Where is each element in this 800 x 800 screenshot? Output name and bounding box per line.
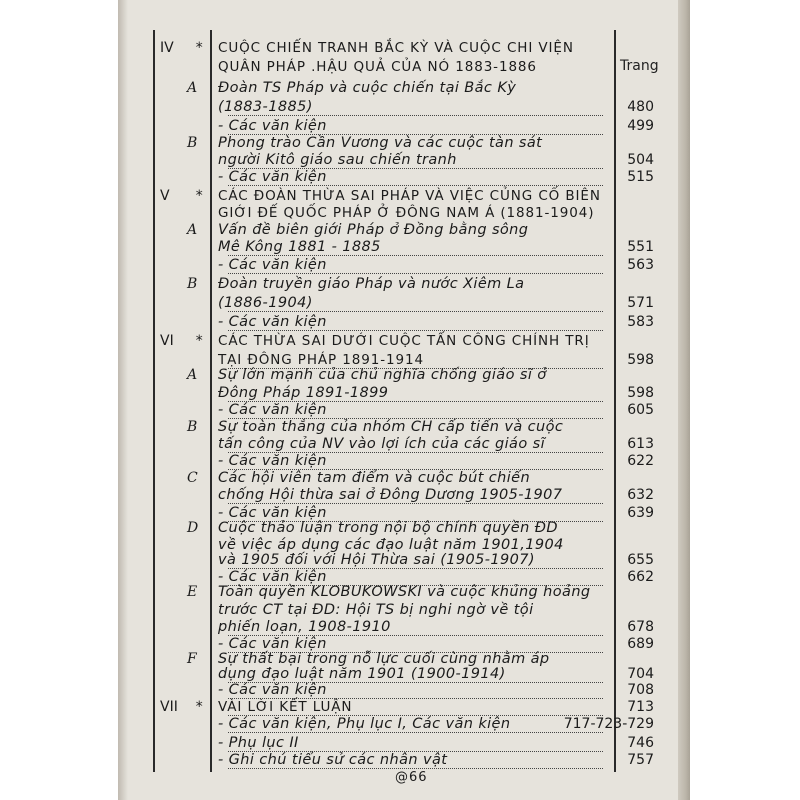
section-letter: D — [187, 520, 199, 536]
entry-title: (1886-1904) — [218, 295, 313, 311]
entry-title: GIỚI ĐẾ QUỐC PHÁP Ở ĐÔNG NAM Á (1881-1904) — [218, 205, 595, 221]
toc-row — [0, 314, 800, 334]
page-reference: 551 — [627, 239, 654, 255]
leader-dots — [228, 330, 603, 331]
section-letter: C — [187, 470, 198, 486]
page-reference: 504 — [627, 152, 654, 168]
leader-dots — [228, 311, 603, 312]
chapter-numeral: IV — [160, 40, 174, 56]
entry-title: Đoàn truyền giáo Pháp và nước Xiêm La — [218, 276, 525, 292]
entry-title: Cuộc thảo luận trong nội bộ chính quyền ĐD — [218, 520, 558, 536]
page-reference: 515 — [627, 169, 654, 185]
page-reference: 757 — [627, 752, 654, 768]
section-letter: F — [187, 651, 197, 667]
page-reference: 655 — [627, 552, 654, 568]
page-reference: 613 — [627, 436, 654, 452]
page-reference: 480 — [627, 99, 654, 115]
toc-row — [0, 169, 800, 189]
leader-dots — [228, 768, 603, 769]
entry-title: về việc áp dụng các đạo luật năm 1901,1904 — [218, 537, 564, 553]
entry-title: Đông Pháp 1891-1899 — [218, 385, 389, 401]
toc-row — [0, 487, 800, 507]
toc-row — [0, 333, 800, 353]
entry-title: - Các văn kiện — [218, 169, 327, 185]
entry-title: Sự thất bại trong nỗ lực cuối cùng nhằm áp — [218, 651, 550, 667]
entry-title: người Kitô giáo sau chiến tranh — [218, 152, 457, 168]
chapter-numeral: V — [160, 188, 170, 204]
entry-title: - Các văn kiện — [218, 636, 327, 652]
entry-title: - Các văn kiện — [218, 682, 327, 698]
toc-row — [0, 40, 800, 60]
entry-title: chống Hội thừa sai ở Đông Dương 1905-1907 — [218, 487, 563, 503]
toc-row — [0, 276, 800, 296]
page-reference: 632 — [627, 487, 654, 503]
leader-dots — [228, 503, 603, 504]
entry-title: TẠI ĐÔNG PHÁP 1891-1914 — [218, 352, 424, 368]
entry-title: - Các văn kiện — [218, 505, 327, 521]
toc-row — [0, 257, 800, 277]
page-reference: 704 — [627, 666, 654, 682]
entry-title: - Các văn kiện — [218, 257, 327, 273]
page-reference: 571 — [627, 295, 654, 311]
leader-dots — [228, 185, 603, 186]
toc-row — [0, 99, 800, 119]
chapter-marker: * — [195, 188, 204, 204]
entry-title: Toàn quyền KLOBUKOWSKI và cuộc khủng hoảng — [218, 584, 591, 600]
entry-title: CÁC ĐOÀN THỪA SAI PHÁP VÀ VIỆC CỦNG CỐ BIÊN — [218, 188, 601, 204]
chapter-numeral: VII — [160, 699, 178, 715]
leader-dots — [228, 115, 603, 116]
page-reference: 678 — [627, 619, 654, 635]
toc-row — [0, 716, 800, 736]
page-column-header: Trang — [620, 58, 659, 74]
section-letter: A — [187, 80, 198, 96]
entry-title: QUÂN PHÁP .HẬU QUẢ CỦA NÓ 1883-1886 — [218, 59, 537, 75]
leader-dots — [228, 273, 603, 274]
entry-title: Các hội viên tam điểm và cuộc bút chiến — [218, 470, 531, 486]
page-reference: 689 — [627, 636, 654, 652]
entry-title: Mê Kông 1881 - 1885 — [218, 239, 381, 255]
entry-title: (1883-1885) — [218, 99, 313, 115]
page-reference: 598 — [627, 352, 654, 368]
entry-title: - Các văn kiện — [218, 453, 327, 469]
entry-title: và 1905 đối với Hội Thừa sai (1905-1907) — [218, 552, 535, 568]
entry-title: - Các văn kiện, Phụ lục I, Các văn kiện — [218, 716, 511, 732]
entry-title: - Các văn kiện — [218, 314, 327, 330]
page-reference: 598 — [627, 385, 654, 401]
page-reference: 563 — [627, 257, 654, 273]
page-reference: 583 — [627, 314, 654, 330]
entry-title: Sự lớn mạnh của chủ nghĩa chống giáo sĩ ở — [218, 367, 547, 383]
section-letter: B — [187, 276, 198, 292]
entry-title: - Các văn kiện — [218, 402, 327, 418]
section-letter: A — [187, 222, 198, 238]
toc-row — [0, 584, 800, 604]
entry-title: - Ghi chú tiểu sử các nhân vật — [218, 752, 448, 768]
entry-title: tấn công của NV vào lợi ích của các giáo sĩ — [218, 436, 546, 452]
toc-row — [0, 80, 800, 100]
page-reference: 708 — [627, 682, 654, 698]
page-reference: 639 — [627, 505, 654, 521]
chapter-marker: * — [195, 40, 204, 56]
entry-title: Sự toàn thắng của nhóm CH cấp tiến và cuộc — [218, 419, 564, 435]
page-reference: 499 — [627, 118, 654, 134]
entry-title: CUỘC CHIẾN TRANH BẮC KỲ VÀ CUỘC CHI VIỆN — [218, 40, 574, 56]
entry-title: - Các văn kiện — [218, 569, 327, 585]
page-reference: 605 — [627, 402, 654, 418]
entry-title: Phong trào Cần Vương và các cuộc tàn sát — [218, 135, 543, 151]
page-reference: 713 — [627, 699, 654, 715]
entry-title: dụng đạo luật năm 1901 (1900-1914) — [218, 666, 506, 682]
section-letter: B — [187, 135, 198, 151]
entry-title: Vấn đề biên giới Pháp ở Đồng bằng sông — [218, 222, 529, 238]
section-letter: E — [187, 584, 198, 600]
toc-row — [0, 367, 800, 387]
entry-title: phiến loạn, 1908-1910 — [218, 619, 391, 635]
chapter-marker: * — [195, 333, 204, 349]
entry-title: VÀI LỜI KẾT LUẬN — [218, 699, 353, 715]
page-reference: 662 — [627, 569, 654, 585]
toc-row — [0, 295, 800, 315]
entry-title: CÁC THỪA SAI DƯỚI CUỘC TẤN CÔNG CHÍNH TRỊ — [218, 333, 590, 349]
chapter-marker: * — [195, 699, 204, 715]
toc-row — [0, 239, 800, 259]
chapter-numeral: VI — [160, 333, 174, 349]
entry-title: trước CT tại ĐD: Hội TS bị nghi ngờ về tội — [218, 602, 534, 618]
leader-dots — [228, 732, 603, 733]
page-reference: 622 — [627, 453, 654, 469]
entry-title: Đoàn TS Pháp và cuộc chiến tại Bắc Kỳ — [218, 80, 517, 96]
page-reference: 717-723-729 — [563, 716, 654, 732]
toc-row — [0, 59, 800, 79]
section-letter: A — [187, 367, 198, 383]
toc-row — [0, 752, 800, 772]
section-letter: B — [187, 419, 198, 435]
page-reference: 746 — [627, 735, 654, 751]
leader-dots — [228, 255, 603, 256]
entry-title: - Các văn kiện — [218, 118, 327, 134]
page-number: @66 — [395, 770, 428, 785]
entry-title: - Phụ lục II — [218, 735, 299, 751]
